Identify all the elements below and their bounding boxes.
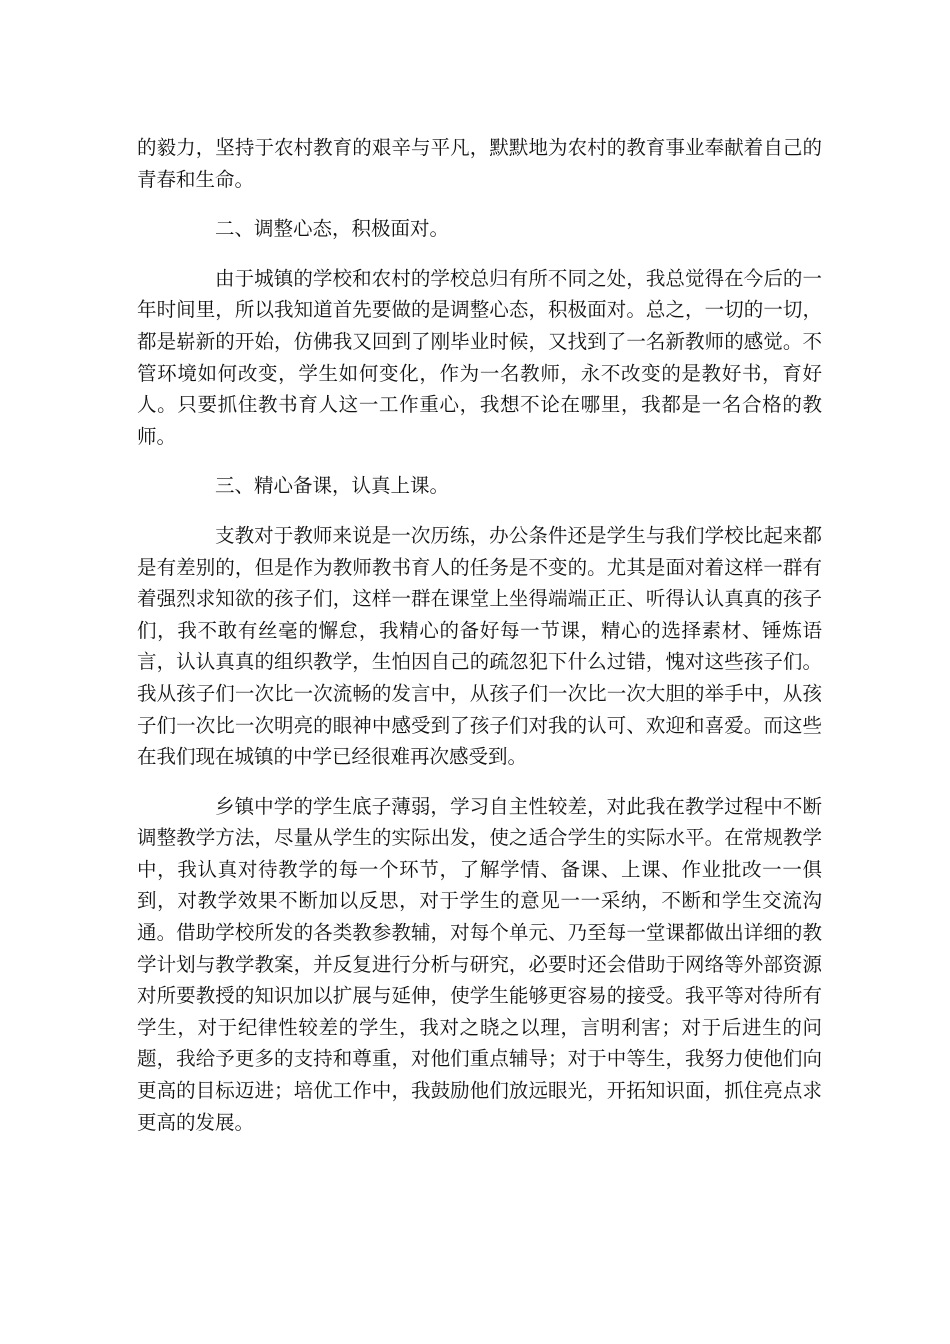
paragraph-teaching-methods: 乡镇中学的学生底子薄弱，学习自主性较差，对此我在教学过程中不断调整教学方法，尽量从学生的实际出发，使之适合学生的实际水平。在常规教学中，我认真对待教学的每一个环节，了解学情、备课、上课、作业批改一一俱到，对教学效果不断加以反思，对于学生的意见一一采纳，不断和学生交流沟通。借助学校所发的各类教参教辅，对每个单元、乃至每一堂课都做出详细的教学计划与教学教案，并反复进行分析与研究，必要时还会借助于网络等外部资源对所要教授的知识加以扩展与延伸，使学生能够更容易的接受。我平等对待所有学生，对于纪律性较差的学生，我对之晓之以理，言明利害；对于后进生的问题，我给予更多的支持和尊重，对他们重点辅导；对于中等生，我努力使他们向更高的目标迈进；培优工作中，我鼓励他们放远眼光，开拓知识面，抓住亮点求更高的发展。 bbox=[137, 794, 822, 1134]
paragraph-continuation: 的毅力，坚持于农村教育的艰辛与平凡，默默地为农村的教育事业奉献着自己的青春和生命。 bbox=[137, 136, 822, 191]
paragraph-adjust-mindset: 由于城镇的学校和农村的学校总归有所不同之处，我总觉得在今后的一年时间里，所以我知道首先要做的是调整心态，积极面对。总之，一切的一切，都是崭新的开始，仿佛我又回到了刚毕业时候，又找到了一名新教师的感觉。不管环境如何改变，学生如何变化，作为一名教师，永不改变的是教好书，育好人。只要抓住教书育人这一工作重心，我想不论在哪里，我都是一名合格的教师。 bbox=[137, 266, 822, 448]
section-heading-3: 三、精心备课，认真上课。 bbox=[215, 474, 450, 498]
section-heading-2: 二、调整心态，积极面对。 bbox=[215, 217, 450, 241]
document-body bbox=[137, 132, 822, 1156]
paragraph-lesson-prep: 支教对于教师来说是一次历练，办公条件还是学生与我们学校比起来都是有差别的，但是作为教师教书育人的任务是不变的。尤其是面对着这样一群有着强烈求知欲的孩子们，这样一群在课堂上坐得端端正正、听得认认真真的孩子们，我不敢有丝毫的懈怠，我精心的备好每一节课，精心的选择素材、锤炼语言，认认真真的组织教学，生怕因自己的疏忽犯下什么过错，愧对这些孩子们。我从孩子们一次比一次流畅的发言中，从孩子们一次比一次大胆的举手中，从孩子们一次比一次明亮的眼神中感受到了孩子们对我的认可、欢迎和喜爱。而这些在我们现在城镇的中学已经很难再次感受到。 bbox=[137, 523, 822, 769]
